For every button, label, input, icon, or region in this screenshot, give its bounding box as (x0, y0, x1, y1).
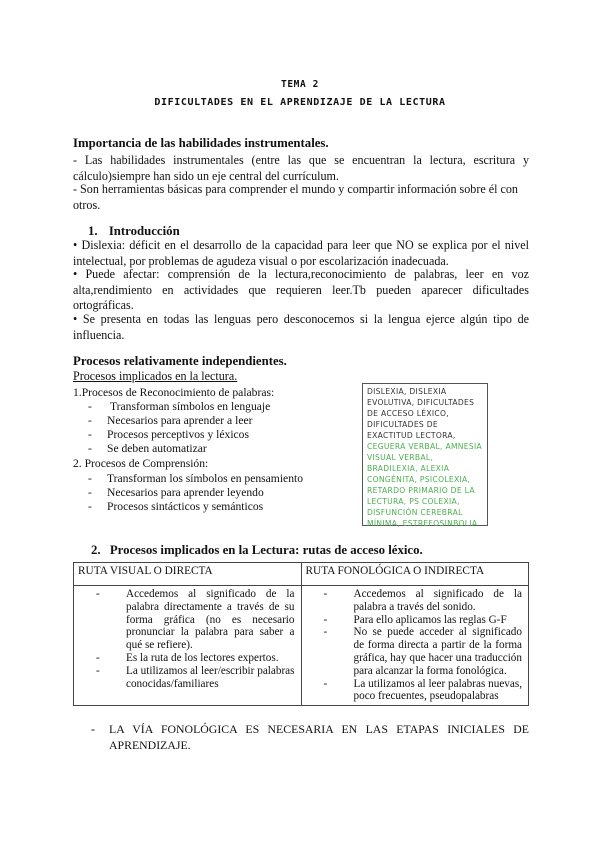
list-item: - Es la ruta de los lectores expertos. (74, 652, 295, 665)
list-item: - La utilizamos al leer palabras nuevas, poco frecuentes, pseudopalabras (302, 678, 523, 704)
introduccion-paragraph-2: • Puede afectar: comprensión de la lectura,reconocimiento de palabras, leer en voz alta,rendimiento en actividades que requieren leer.Tb pueden aparecer dificultades ortográficas. (73, 267, 529, 313)
introduccion-heading (88, 224, 180, 239)
introduccion-paragraph-1: • Dislexia: déficit en el desarrollo de la capacidad para leer que NO se explica por el nivel intelectual, por problemas de agudeza visual o por escolarización inadecuada. (73, 238, 529, 268)
term-line: RETARDO PRIMARIO DE LA (367, 486, 475, 495)
list-item: - Para ello aplicamos las reglas G-F (302, 614, 523, 627)
terms-box (362, 383, 488, 526)
table-row (74, 586, 529, 706)
term-line: DISLEXIA, DISLEXIA (367, 387, 447, 396)
term-line: CONGÉNITA, PSICOLEXIA, (367, 475, 471, 484)
topic-label: TEMA 2 (281, 79, 319, 90)
term-line: DISFUNCIÓN CEREBRAL (367, 508, 463, 517)
term-line: LECTURA, PS COLEXIA, (367, 497, 460, 506)
introduccion-paragraph-3: • Se presenta en todas las lenguas pero desconocemos si la lengua ejerce algún tipo de influencia. (73, 312, 529, 342)
rutas-heading (91, 543, 423, 558)
term-line: MÍNIMA, ESTREFOSINBOLIA (367, 519, 478, 528)
rutas-table (73, 562, 529, 706)
procesos-item-1-title: 1.Procesos de Reconocimiento de palabras: (73, 386, 275, 399)
column-header: RUTA FONOLÓGICA O INDIRECTA (301, 563, 529, 586)
term-line: VISUAL VERBAL, (367, 453, 434, 462)
table-cell (74, 586, 302, 706)
table-cell (301, 586, 529, 706)
list-item: - Accedemos al significado de la palabra a través del sonido. (302, 588, 523, 614)
section-title: Introducción (108, 224, 180, 238)
column-header: RUTA VISUAL O DIRECTA (74, 563, 302, 586)
term-line: EVOLUTIVA, DIFICULTADES (367, 398, 475, 407)
conclusion-note: - LA VÍA FONOLÓGICA ES NECESARIA EN LAS ETAPAS INICIALES DE APRENDIZAJE. (91, 722, 529, 752)
section-title: Procesos implicados en la Lectura: rutas de acceso léxico. (109, 543, 423, 557)
importancia-paragraph-2: - Son herramientas básicas para comprender el mundo y compartir información sobre él con otros. (73, 182, 518, 212)
section-number: 2. (91, 543, 101, 557)
list-item: - No se puede acceder al significado de forma directa a partir de la forma gráfica, hay que hacer una traducción para alcanzar la forma fonológica. (302, 626, 523, 677)
list-item: - Accedemos al significado de la palabra directamente a través de su forma gráfica (no es necesario pronunciar la palabra para saber a qué se refiere). (74, 588, 295, 652)
page-title: DIFICULTADES EN EL APRENDIZAJE DE LA LECTURA (154, 97, 446, 108)
term-line: DE ACCESO LÉXICO, (367, 409, 449, 418)
document-page: TEMA 2 DIFICULTADES EN EL APRENDIZAJE DE LA LECTURA Importancia de las habilidades instrumentales. - Las habilidades instrumentales (entre las que se encuentran la lectura, escritura y cálculo)siempre han sido un eje central del currículum. - Son herramientas básicas para comprender el mundo y compartir información sobre él con otros. 1. Introducción • Dislexia: déficit en el desarrollo de la capacidad para leer que NO se explica por el nivel intelectual, por problemas de agudeza visual o por escolarización inadecuada. • Puede afectar: comprensión de la lectura,reconocimiento de palabras, leer en voz alta,rendimiento en actividades que requieren leer.Tb pueden aparecer dificultades ortográficas. • Se presenta en todas las lenguas pero desconocemos si la lengua ejerce algún tipo de influencia. Procesos relativamente independientes. Procesos implicados en la lectura. 1.Procesos de Reconocimiento de palabras: - Transforman símbolos en lenguaje - Necesarios para aprender a leer - Procesos perceptivos y léxicos - Se deben automatizar 2. Procesos de Comprensión: - Transforman los símbolos en pensamiento - Necesarios para aprender leyendo - Procesos sintácticos y semánticos DISLEXIA, DISLEXIA EVOLUTIVA, DIFICULTADES DE ACCESO LÉXICO, DIFICULTADES DE EXACTITUD LECTORA, CEGUERA VERBAL, AMNESIA VISUAL VERBAL, BRADILEXIA, ALEXIA CONGÉNITA, PSICOLEXIA, RETARDO PRIMARIO DE LA LECTURA, PS COLEXIA, DISFUNCIÓN CEREBRAL MÍNIMA, ESTREFOSINBOLIA 2. Procesos implicados en la Lectura: rutas de acceso léxico. RUTA VISUAL O DIRECTA RUTA FONOLÓGICA O INDIRECTA - Accedemos al significado de la palabra directamente a través de su forma gráfica (no es necesario pronunciar la palabra para saber a qué se refiere). - Es la ruta de los lectores expertos. - La utilizamos al leer/escribir palabras conocidas/familiares - Accedemos al significado de la palabra a través del sonido. - Para ello aplicamos las reglas G-F - No se puede acceder al significado de forma directa a partir de la forma gráfica, hay que hacer una traducción para alcanzar la forma fonológica. - La utilizamos al leer palabras nuevas, poco frecuentes, pseudopalabras - LA VÍA FONOLÓGICA ES NECESARIA EN LAS ETAPAS INICIALES DE APRENDIZAJE. (0, 0, 600, 848)
term-line: DIFICULTADES DE (367, 420, 439, 429)
section-number: 1. (88, 224, 98, 238)
list-item: - La utilizamos al leer/escribir palabras conocidas/familiares (74, 665, 295, 691)
table-header-row (74, 563, 529, 586)
procesos-subheading: Procesos implicados en la lectura. (73, 369, 238, 383)
term-line: BRADILEXIA, ALEXIA (367, 464, 450, 473)
procesos-heading: Procesos relativamente independientes. (73, 354, 287, 368)
term-line: EXACTITUD LECTORA, (367, 431, 456, 440)
importancia-paragraph-1: - Las habilidades instrumentales (entre las que se encuentran la lectura, escritura y cálculo)siempre han sido un eje central del currículum. (73, 153, 529, 183)
procesos-item-2-title: 2. Procesos de Comprensión: (73, 457, 209, 470)
importancia-heading: Importancia de las habilidades instrumentales. (73, 136, 329, 150)
term-line: CEGUERA VERBAL, AMNESIA (367, 442, 483, 451)
